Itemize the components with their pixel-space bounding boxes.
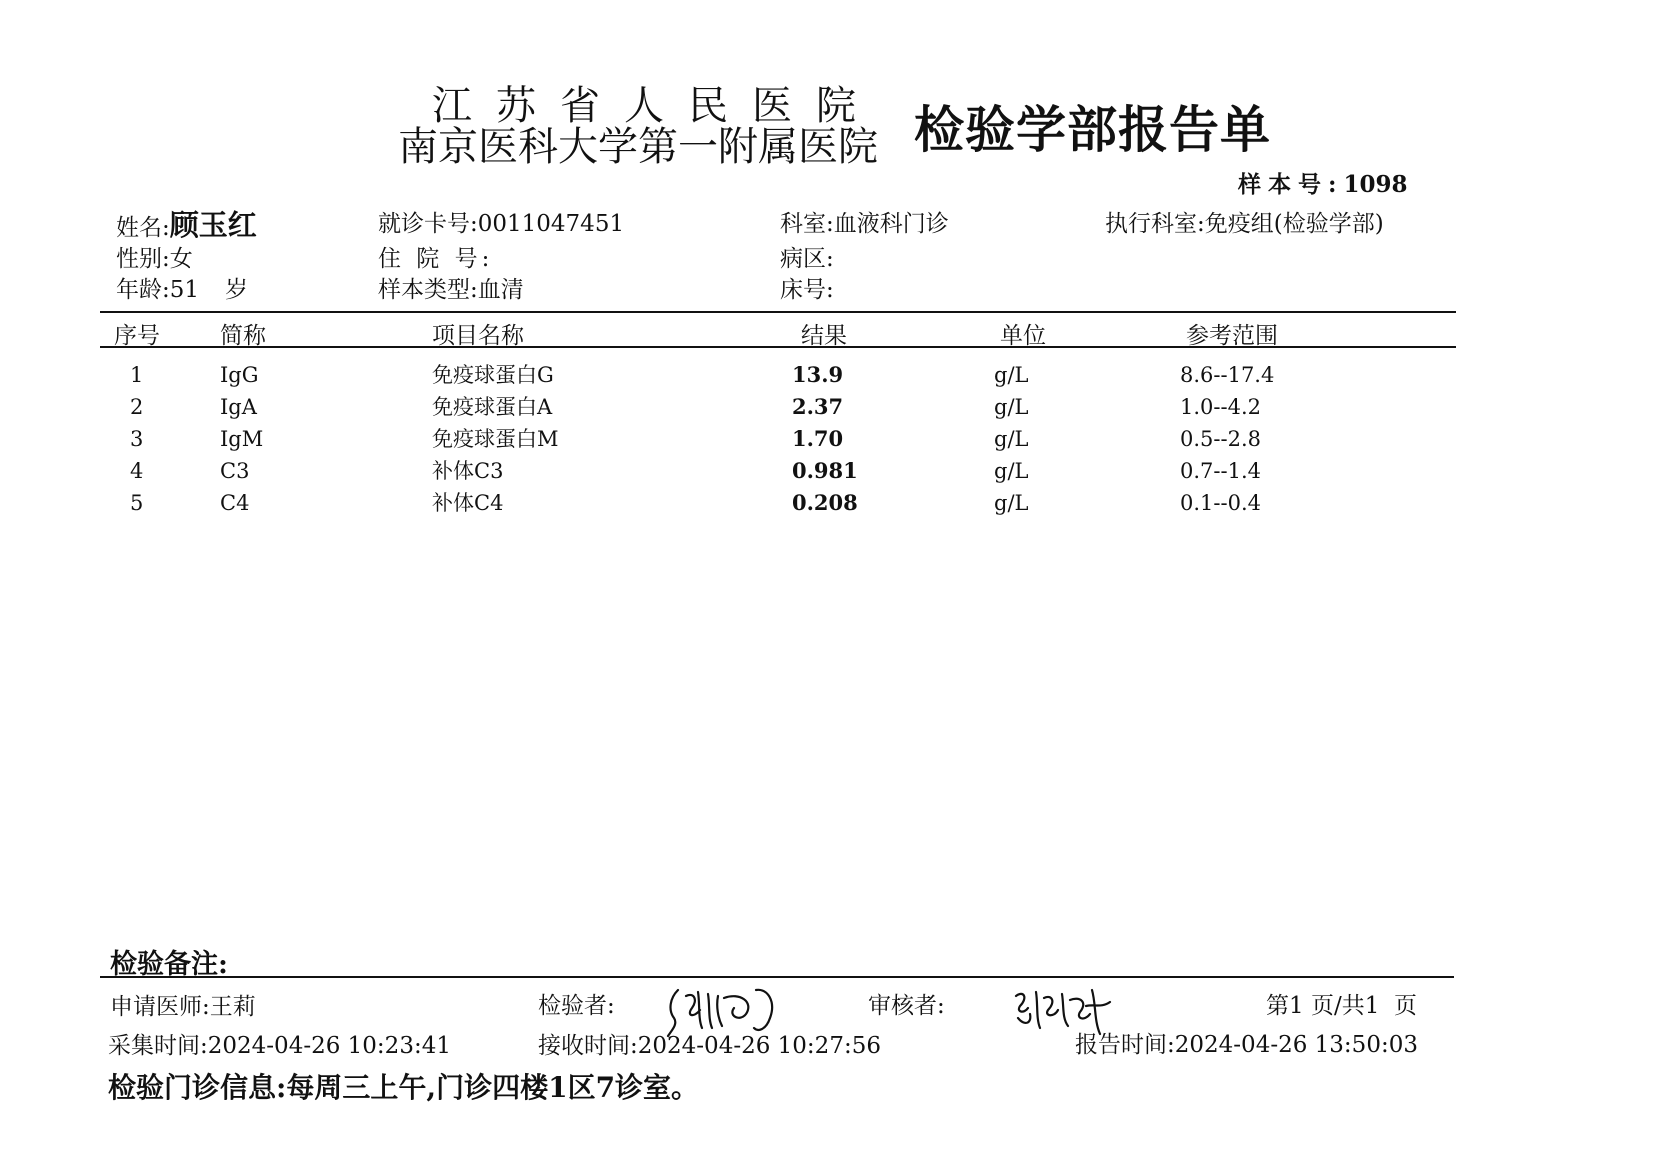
- header-item-name: 项目名称: [432, 323, 524, 349]
- row-item-name: 补体C4: [432, 491, 504, 515]
- exec-department: 免疫组(检验学部): [1204, 211, 1384, 237]
- header-abbr: 简称: [220, 323, 266, 349]
- requesting-doctor-field: [110, 992, 256, 1022]
- receive-label: 接收时间:: [538, 1033, 638, 1059]
- specimen-label: 样本类型:: [378, 277, 478, 303]
- row-item-name: 免疫球蛋白M: [432, 427, 559, 451]
- sample-number-value: 1098: [1343, 171, 1408, 198]
- collect-label: 采集时间:: [108, 1033, 208, 1059]
- specimen-type-field: [378, 275, 524, 305]
- row-abbr: C3: [220, 459, 250, 483]
- row-no: 3: [130, 427, 144, 451]
- row-result: 0.208: [792, 490, 858, 515]
- remarks-label: 检验备注:: [110, 949, 228, 980]
- receive-time: 2024-04-26 10:27:56: [637, 1033, 881, 1059]
- collection-time: 2024-04-26 10:23:41: [207, 1033, 451, 1059]
- row-no: 5: [130, 491, 144, 515]
- hospital-name: 江苏省人民医院: [432, 83, 880, 129]
- dept-label: 科室:: [780, 211, 834, 237]
- row-item-name: 补体C3: [432, 459, 504, 483]
- report-time: 2024-04-26 13:50:03: [1174, 1032, 1418, 1058]
- row-abbr: IgG: [220, 363, 259, 387]
- card-number: 0011047451: [477, 211, 625, 237]
- sex-field: [116, 244, 193, 274]
- reviewer-label: 审核者:: [868, 993, 945, 1019]
- specimen-type: 血清: [477, 277, 524, 303]
- table-top-rule: [100, 311, 1456, 313]
- footer-rule: [100, 976, 1454, 978]
- requesting-doctor: 王莉: [209, 994, 256, 1020]
- row-abbr: IgA: [220, 395, 257, 419]
- exec-department-field: [1105, 209, 1384, 239]
- collection-time-field: [108, 1031, 451, 1061]
- row-no: 2: [130, 395, 144, 419]
- sample-number: [1238, 166, 1408, 199]
- name-label: 姓名:: [116, 215, 170, 241]
- report-title: 检验学部报告单: [914, 100, 1271, 159]
- page-info: 第1 页/共1 页: [1266, 993, 1417, 1019]
- patient-name: 顾玉红: [169, 208, 257, 242]
- row-no: 1: [130, 363, 144, 387]
- row-result: 0.981: [792, 458, 858, 483]
- row-range: 8.6--17.4: [1180, 363, 1275, 387]
- patient-name-field: [116, 210, 257, 243]
- age: 51: [169, 277, 200, 303]
- report-label: 报告时间:: [1075, 1032, 1175, 1058]
- row-result: 13.9: [792, 362, 844, 387]
- table-header-rule: [100, 346, 1456, 348]
- row-range: 0.5--2.8: [1180, 427, 1261, 451]
- row-range: 0.1--0.4: [1180, 491, 1261, 515]
- row-unit: g/L: [994, 395, 1029, 419]
- header-no: 序号: [114, 323, 160, 349]
- header-unit: 单位: [1000, 323, 1046, 349]
- row-unit: g/L: [994, 427, 1029, 451]
- card-label: 就诊卡号:: [378, 211, 478, 237]
- row-range: 0.7--1.4: [1180, 459, 1261, 483]
- sex: 女: [169, 246, 193, 272]
- department: 血液科门诊: [833, 211, 949, 237]
- inpatient-label: 住 院 号:: [378, 246, 494, 272]
- exec-dept-label: 执行科室:: [1105, 211, 1205, 237]
- age-label: 年龄:: [116, 277, 170, 303]
- receive-time-field: [538, 1031, 881, 1061]
- row-unit: g/L: [994, 491, 1029, 515]
- sample-number-label: 样本号:: [1238, 171, 1344, 198]
- doctor-label: 申请医师:: [110, 994, 210, 1020]
- row-unit: g/L: [994, 459, 1029, 483]
- department-field: [780, 209, 949, 239]
- header-result: 结果: [801, 323, 847, 349]
- row-range: 1.0--4.2: [1180, 395, 1261, 419]
- header-range: 参考范围: [1186, 323, 1278, 349]
- bed-label: 床号:: [780, 277, 834, 303]
- report-time-field: [1075, 1030, 1418, 1060]
- row-no: 4: [130, 459, 144, 483]
- hospital-subname: 南京医科大学第一附属医院: [398, 124, 878, 170]
- ward-field: [780, 244, 834, 274]
- row-result: 2.37: [792, 394, 844, 419]
- row-item-name: 免疫球蛋白A: [432, 395, 553, 419]
- inpatient-number-field: [378, 244, 493, 274]
- row-abbr: C4: [220, 491, 250, 515]
- ward-label: 病区:: [780, 246, 834, 272]
- age-field: [116, 275, 248, 305]
- tester-label: 检验者:: [538, 993, 615, 1019]
- sex-label: 性别:: [116, 246, 170, 272]
- age-unit: 岁: [225, 277, 249, 303]
- row-result: 1.70: [792, 426, 844, 451]
- row-unit: g/L: [994, 363, 1029, 387]
- card-number-field: [378, 209, 624, 239]
- row-abbr: IgM: [220, 427, 264, 451]
- row-item-name: 免疫球蛋白G: [432, 363, 554, 387]
- bed-field: [780, 275, 834, 305]
- clinic-info: 检验门诊信息:每周三上午,门诊四楼1区7诊室。: [108, 1071, 700, 1104]
- tester-signature: [664, 980, 792, 1038]
